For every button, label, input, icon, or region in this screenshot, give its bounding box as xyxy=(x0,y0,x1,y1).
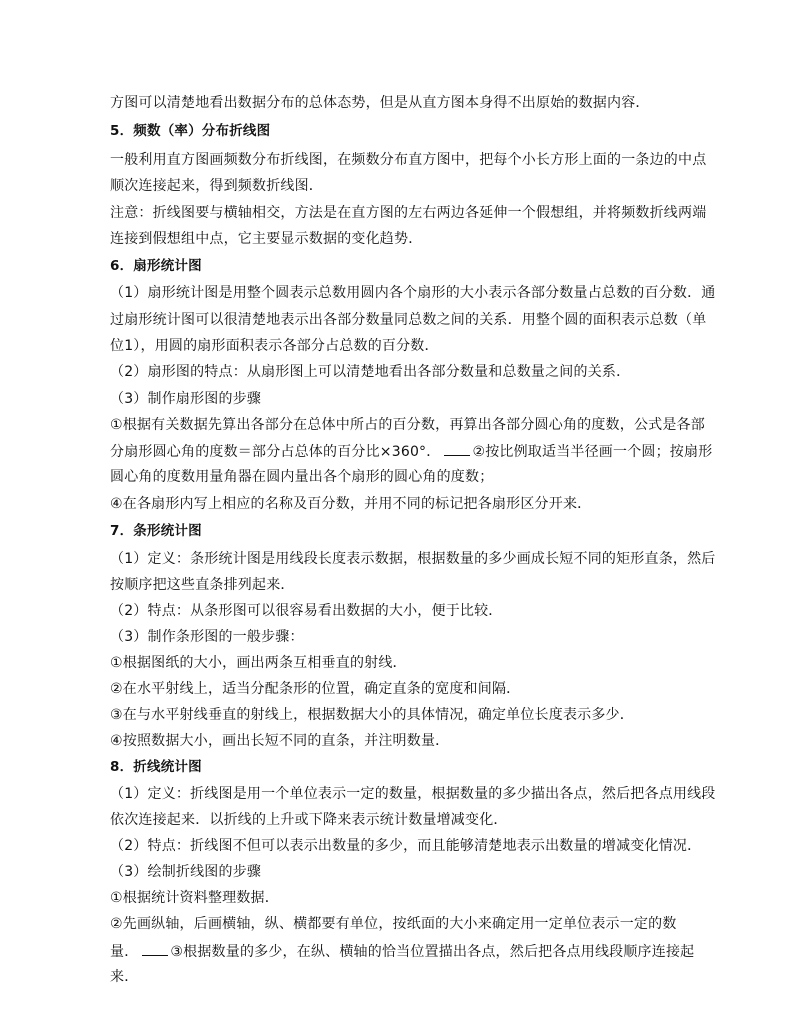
section-heading-5: 5．频数（率）分布折线图 xyxy=(110,123,271,139)
text-line: 按顺序把这些直条排列起来． xyxy=(110,577,295,593)
text-line: （3）制作条形图的一般步骤： xyxy=(110,629,304,645)
text-line: ①根据有关数据先算出各部分在总体中所占的百分数，再算出各部分圆心角的度数，公式是各部 xyxy=(110,417,705,433)
section-heading-8: 8．折线统计图 xyxy=(110,759,202,775)
text-line: （1）扇形统计图是用整个圆表示总数用圆内各个扇形的大小表示各部分数量占总数的百分数．通 xyxy=(110,285,716,301)
text-line: 注意：折线图要与横轴相交，方法是在直方图的左右两边各延伸一个假想组，并将频数折线两端 xyxy=(110,205,707,221)
text-line: （2）扇形图的特点：从扇形图上可以清楚地看出各部分数量和总数量之间的关系． xyxy=(110,364,631,380)
text-line: （1）定义：折线图是用一个单位表示一定的数量，根据数量的多少描出各点，然后把各点用线段 xyxy=(110,786,716,802)
text-segment: 分扇形圆心角的度数＝部分占总体的百分比×360°． xyxy=(110,444,441,460)
text-segment: 量． xyxy=(110,944,139,960)
text-line: 过扇形统计图可以很清楚地表示出各部分数量同总数之间的关系．用整个圆的面积表示总数（单 xyxy=(110,312,707,328)
text-line: 方图可以清楚地看出数据分布的总体态势，但是从直方图本身得不出原始的数据内容． xyxy=(110,95,650,111)
section-heading-6: 6．扇形统计图 xyxy=(110,258,202,274)
text-line: ④在各扇形内写上相应的名称及百分数，并用不同的标记把各扇形区分开来． xyxy=(110,496,592,512)
text-segment: ②按比例取适当半径画一个圆；按扇形 xyxy=(472,444,713,460)
text-line: 连接到假想组中点，它主要显示数据的变化趋势． xyxy=(110,231,423,247)
text-line: ②在水平射线上，适当分配条形的位置，确定直条的宽度和间隔． xyxy=(110,681,521,697)
text-line: 来． xyxy=(110,969,139,985)
text-line xyxy=(110,942,710,961)
text-line: 一般利用直方图画频数分布折线图，在频数分布直方图中，把每个小长方形上面的一条边的中点 xyxy=(110,152,707,168)
text-line: （2）特点：从条形图可以很容易看出数据的大小，便于比较． xyxy=(110,603,503,619)
text-line: 圆心角的度数用量角器在圆内量出各个扇形的圆心角的度数； xyxy=(110,469,494,485)
text-segment: ③根据数量的多少，在纵、横轴的恰当位置描出各点，然后把各点用线段顺序连接起 xyxy=(170,944,695,960)
text-line: ①根据图纸的大小，画出两条互相垂直的射线． xyxy=(110,655,407,671)
fill-in-blank xyxy=(444,442,470,456)
text-line: （1）定义：条形统计图是用线段长度表示数据，根据数量的多少画成长短不同的矩形直条，然后 xyxy=(110,551,716,567)
text-line xyxy=(110,442,713,461)
text-line: （3）制作扇形图的步骤 xyxy=(110,391,262,407)
text-line: ①根据统计资料整理数据． xyxy=(110,890,279,906)
fill-in-blank xyxy=(142,942,168,956)
text-line: ②先画纵轴，后画横轴，纵、横都要有单位，按纸面的大小来确定用一定单位表示一定的数 xyxy=(110,916,677,932)
text-line: 顺次连接起来，得到频数折线图． xyxy=(110,178,323,194)
text-line: 依次连接起来．以折线的上升或下降来表示统计数量增减变化． xyxy=(110,812,508,828)
text-line: （2）特点：折线图不但可以表示出数量的多少，而且能够清楚地表示出数量的增减变化情况． xyxy=(110,838,702,854)
section-heading-7: 7．条形统计图 xyxy=(110,523,202,539)
text-line: 位1），用圆的扇形面积表示各部分占总数的百分数． xyxy=(110,338,439,354)
text-line: ④按照数据大小，画出长短不同的直条，并注明数量． xyxy=(110,733,450,749)
text-line: （3）绘制折线图的步骤 xyxy=(110,864,262,880)
text-line: ③在与水平射线垂直的射线上，根据数据大小的具体情况，确定单位长度表示多少． xyxy=(110,707,634,723)
